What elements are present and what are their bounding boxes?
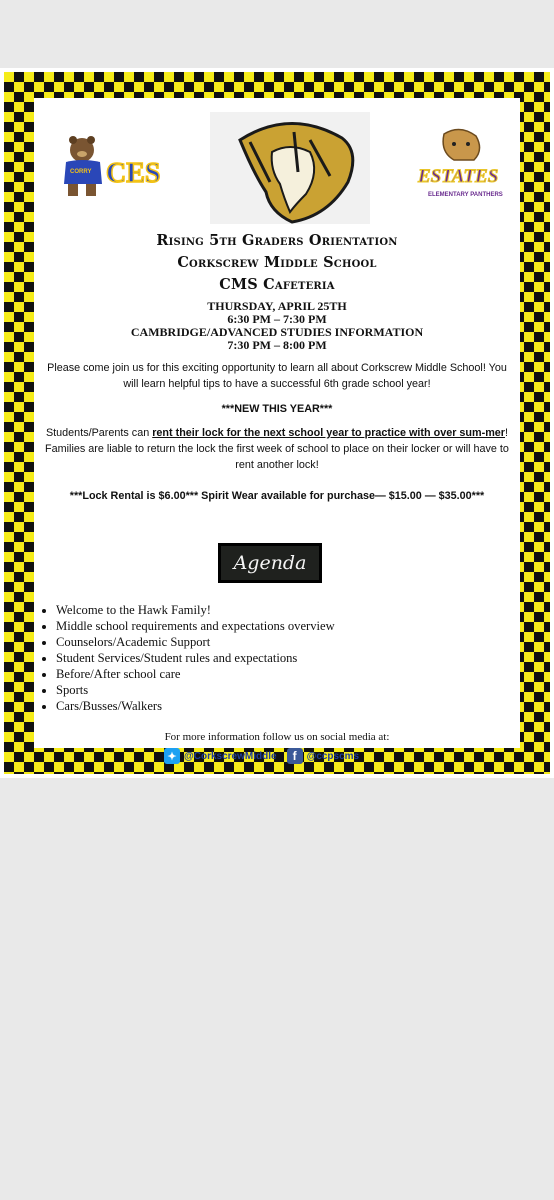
hawks-logo — [210, 112, 370, 224]
lock-text-suffix: ! Families are liable to return the lock the first week of school to place on their locker or will have to rent another lock! — [45, 427, 509, 471]
flyer-content — [34, 98, 520, 763]
agenda-item: • Sports — [56, 682, 516, 698]
event-time-2: 7:30 PM – 8:00 PM — [227, 338, 327, 352]
agenda-item: • Middle school requirements and expectations overview — [56, 618, 516, 634]
lock-text-prefix: Students/Parents can — [45, 427, 153, 439]
cambridge-info: CAMBRIDGE/ADVANCED STUDIES INFORMATION — [130, 325, 424, 339]
event-time-1: 6:30 PM – 7:30 PM — [227, 312, 327, 326]
social-links — [164, 745, 404, 767]
lock-text-emphasis: rent their lock for the next school year to practice with over sum-mer — [152, 427, 506, 439]
agenda-item: • Welcome to the Hawk Family! — [56, 602, 516, 618]
event-date: THURSDAY, APRIL 25TH — [207, 299, 347, 313]
new-this-year: ***NEW THIS YEAR*** — [221, 403, 333, 415]
ces-bear-logo — [60, 132, 160, 198]
title-line-2: Corkscrew Middle School — [177, 254, 377, 271]
intro-paragraph: Please come join us for this exciting opportunity to learn all about Corkscrew Middle School! You will learn helpful tips to have a successful 6th grade school year! — [47, 362, 507, 390]
follow-us-text: For more information follow us on social media at: — [164, 731, 390, 743]
ces-shirt-text: CORRY — [70, 169, 92, 175]
agenda-chalkboard — [218, 543, 322, 583]
agenda-list — [38, 602, 516, 714]
twitter-handle[interactable]: @CorkscrewMiddle — [184, 750, 277, 762]
agenda-item: • Student Services/Student rules and expectations — [56, 650, 516, 666]
estates-logo-text: ESTATES — [418, 166, 499, 187]
pricing-line: ***Lock Rental is $6.00*** Spirit Wear available for purchase— $15.00 — $35.00*** — [69, 490, 485, 502]
agenda-item: • Counselors/Academic Support — [56, 634, 516, 650]
estates-logo-subtext: ELEMENTARY PANTHERS — [428, 192, 503, 198]
facebook-icon: f — [287, 748, 303, 764]
agenda-item: • Before/After school care — [56, 666, 516, 682]
twitter-icon: ✦ — [164, 748, 180, 764]
flyer — [0, 68, 554, 778]
agenda-item: • Cars/Busses/Walkers — [56, 698, 516, 714]
lock-rental-paragraph — [40, 425, 514, 473]
facebook-handle[interactable]: @ccpscms — [306, 750, 360, 762]
ces-logo-text: CES — [106, 158, 160, 189]
agenda-title: Agenda — [233, 552, 307, 574]
title-line-1: Rising 5th Graders Orientation — [156, 232, 398, 249]
estates-panther-logo — [414, 124, 506, 218]
title-line-3: CMS Cafeteria — [219, 276, 335, 293]
